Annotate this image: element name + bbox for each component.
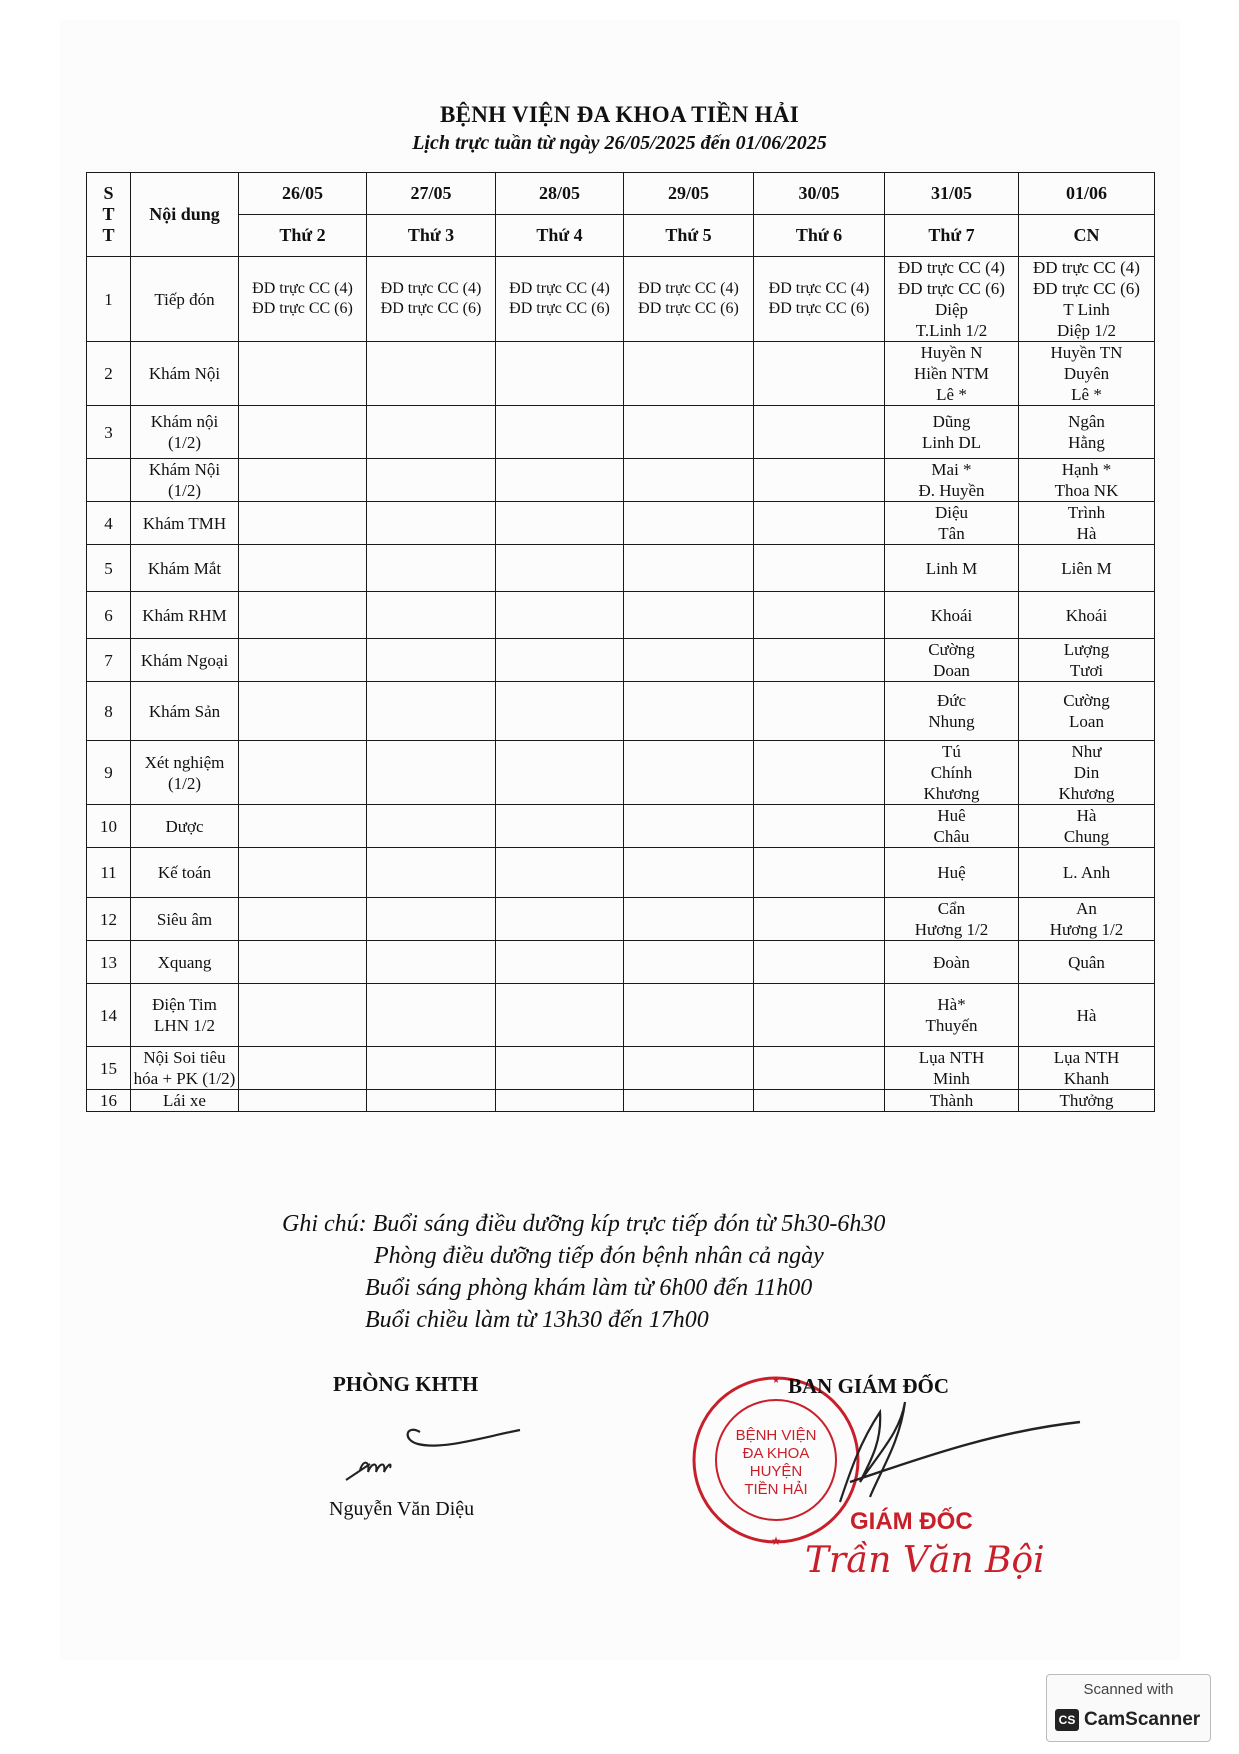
weekday-cell — [496, 592, 624, 639]
weekday-cell — [367, 1090, 496, 1112]
weekday-cell — [624, 898, 754, 941]
scanned-with-label: Scanned with — [1083, 1681, 1174, 1698]
weekday-cell — [496, 1090, 624, 1112]
staff-name: Lụa NTH — [1053, 1048, 1120, 1067]
saturday-cell — [885, 741, 1019, 805]
note-line: Buổi chiều làm từ 13h30 đến 17h00 — [365, 1307, 709, 1333]
date-header: 31/05 — [885, 173, 1019, 215]
sunday-cell — [1019, 941, 1155, 984]
weekday-cell — [367, 984, 496, 1047]
director-name: Trần Văn Bội — [805, 1540, 1045, 1581]
row-content: Xquang — [131, 941, 239, 984]
staff-name: Khanh — [1063, 1069, 1110, 1088]
notes-block — [282, 1208, 885, 1336]
sunday-cell — [1019, 342, 1155, 406]
weekday-cell — [754, 406, 885, 459]
weekday-cell — [754, 639, 885, 682]
weekday-cell — [367, 592, 496, 639]
staff-name: Đ. Huyền — [918, 481, 985, 500]
staff-name: Đức — [936, 691, 967, 710]
staff-name: T Linh — [1063, 300, 1110, 319]
date-header: 30/05 — [754, 173, 885, 215]
saturday-cell — [885, 545, 1019, 592]
row-stt: 8 — [87, 682, 131, 741]
duty-schedule-table — [86, 172, 1155, 1112]
row-stt: 2 — [87, 342, 131, 406]
row-content: Khám TMH — [131, 502, 239, 545]
weekday-cell — [496, 502, 624, 545]
weekday-cell — [624, 941, 754, 984]
staff-name: Cẩn — [937, 899, 966, 918]
hospital-title: BỆNH VIỆN ĐA KHOA TIỀN HẢI — [439, 102, 800, 127]
sunday-cell — [1019, 459, 1155, 502]
weekday-cell — [624, 406, 754, 459]
staff-name: Liên M — [1061, 558, 1112, 578]
duty-cc4: ĐD trực CC (4) — [380, 280, 482, 297]
row-stt: 7 — [87, 639, 131, 682]
staff-name: Châu — [933, 827, 970, 846]
weekday-header: Thứ 5 — [624, 215, 754, 257]
sunday-cell — [1019, 1090, 1155, 1112]
row-content: Điện Tim LHN 1/2 — [131, 984, 239, 1047]
staff-name: Khoái — [1065, 605, 1108, 625]
weekday-cell — [496, 741, 624, 805]
staff-name: Diệu — [934, 503, 969, 522]
weekday-cell — [754, 1090, 885, 1112]
staff-name: Hằng — [1068, 433, 1105, 452]
staff-name: An — [1076, 899, 1097, 918]
weekday-cell — [367, 805, 496, 848]
weekday-cell — [239, 741, 367, 805]
row-stt: 15 — [87, 1047, 131, 1090]
staff-name: Duyên — [1063, 364, 1110, 383]
row-content: Lái xe — [131, 1090, 239, 1112]
weekday-cell — [754, 805, 885, 848]
weekday-cell — [239, 805, 367, 848]
row-stt: 4 — [87, 502, 131, 545]
camscanner-name: CamScanner — [1084, 1709, 1201, 1730]
staff-name: Hạnh * — [1061, 460, 1112, 479]
staff-name: Huyền TN — [1050, 343, 1123, 362]
row-content: Siêu âm — [131, 898, 239, 941]
weekday-cell — [754, 1047, 885, 1090]
weekday-cell — [496, 848, 624, 898]
staff-name: Hà* — [937, 995, 966, 1014]
row-content: Khám Nội (1/2) — [131, 459, 239, 502]
weekday-cell — [367, 898, 496, 941]
weekday-cell — [624, 848, 754, 898]
row-content: Khám nội (1/2) — [131, 406, 239, 459]
table-row — [87, 459, 1155, 502]
staff-name: Chung — [1063, 827, 1110, 846]
saturday-cell — [885, 459, 1019, 502]
table-row — [87, 898, 1155, 941]
duty-cc6: ĐD trực CC (6) — [252, 300, 353, 317]
weekday-cell — [239, 898, 367, 941]
stt-header-letter: S — [103, 183, 114, 203]
table-row — [87, 406, 1155, 459]
saturday-cell — [885, 1090, 1019, 1112]
weekday-cell — [239, 342, 367, 406]
staff-name: Loan — [1069, 712, 1104, 731]
weekday-cell — [496, 1047, 624, 1090]
seal-text-line: TIỀN HẢI — [744, 1481, 808, 1498]
duty-cc4: ĐD trực CC (4) — [509, 280, 610, 297]
seal-text-line: BỆNH VIỆN — [735, 1427, 817, 1444]
staff-name: Huê — [937, 806, 966, 825]
weekday-header: Thứ 7 — [885, 215, 1019, 257]
staff-name: Ngân — [1068, 412, 1105, 431]
weekday-cell — [496, 805, 624, 848]
date-header: 28/05 — [496, 173, 624, 215]
staff-name: Diệp 1/2 — [1056, 321, 1117, 340]
signer-left-name: Nguyễn Văn Diệu — [329, 1498, 475, 1520]
staff-name: T.Linh 1/2 — [915, 321, 988, 340]
svg-text:★: ★ — [770, 1534, 782, 1548]
weekday-cell — [367, 342, 496, 406]
weekday-cell — [624, 502, 754, 545]
sunday-cell — [1019, 805, 1155, 848]
staff-name: Đoàn — [933, 952, 970, 972]
stt-header-letter: T — [102, 225, 115, 245]
table-row — [87, 639, 1155, 682]
staff-name: ĐD trực CC (6) — [1033, 279, 1140, 298]
staff-name: Trình — [1067, 503, 1106, 522]
weekday-cell — [754, 682, 885, 741]
staff-name: ĐD trực CC (6) — [898, 279, 1005, 298]
table-row — [87, 848, 1155, 898]
sunday-cell — [1019, 257, 1155, 342]
signature-left — [330, 1418, 530, 1488]
duty-cc6: ĐD trực CC (6) — [509, 300, 610, 317]
seal-text-line: ĐA KHOA — [742, 1445, 810, 1462]
sunday-cell — [1019, 898, 1155, 941]
sunday-cell — [1019, 984, 1155, 1047]
staff-name: Khương — [1058, 784, 1115, 803]
staff-name: Thuyến — [925, 1016, 978, 1035]
weekday-cell — [624, 592, 754, 639]
weekday-cell — [754, 342, 885, 406]
weekday-cell — [624, 805, 754, 848]
weekday-cell — [624, 1047, 754, 1090]
staff-name: Minh — [933, 1069, 970, 1088]
staff-name: Chính — [930, 763, 973, 782]
weekday-cell — [367, 1047, 496, 1090]
saturday-cell — [885, 342, 1019, 406]
weekday-cell — [239, 1047, 367, 1090]
row-stt: 1 — [87, 257, 131, 342]
duty-cc6: ĐD trực CC (6) — [768, 300, 870, 317]
staff-name: Nhung — [928, 712, 975, 731]
saturday-cell — [885, 592, 1019, 639]
weekday-cell — [496, 459, 624, 502]
staff-name: Quân — [1068, 952, 1105, 972]
weekday-cell — [367, 741, 496, 805]
weekday-cell — [239, 1090, 367, 1112]
staff-name: Thành — [929, 1091, 974, 1110]
table-row — [87, 984, 1155, 1047]
row-stt: 5 — [87, 545, 131, 592]
row-stt — [87, 459, 131, 502]
staff-name: Tân — [938, 524, 965, 543]
weekday-cell — [496, 984, 624, 1047]
weekday-cell — [754, 592, 885, 639]
date-header: 01/06 — [1019, 173, 1155, 215]
staff-name: Linh M — [925, 558, 978, 578]
weekday-header: Thứ 2 — [239, 215, 367, 257]
weekday-cell — [624, 257, 754, 342]
staff-name: Din — [1073, 763, 1100, 782]
weekday-cell — [367, 848, 496, 898]
weekday-cell — [239, 459, 367, 502]
saturday-cell — [885, 682, 1019, 741]
weekday-cell — [367, 545, 496, 592]
row-stt: 6 — [87, 592, 131, 639]
weekday-header: Thứ 6 — [754, 215, 885, 257]
duty-cc6: ĐD trực CC (6) — [380, 300, 482, 317]
content-header: Nội dung — [131, 173, 239, 257]
weekday-cell — [367, 257, 496, 342]
weekday-cell — [239, 848, 367, 898]
note-line: Ghi chú: Buổi sáng điều dưỡng kíp trực tiếp đón từ 5h30-6h30 — [282, 1211, 886, 1237]
duty-cc4: ĐD trực CC (4) — [768, 280, 870, 297]
sunday-cell — [1019, 502, 1155, 545]
sunday-cell — [1019, 848, 1155, 898]
weekday-cell — [496, 406, 624, 459]
row-content: Nội Soi tiêu hóa + PK (1/2) — [131, 1047, 239, 1090]
staff-name: Tươi — [1069, 661, 1104, 680]
weekday-cell — [239, 941, 367, 984]
stt-header — [87, 173, 131, 257]
staff-name: Hương 1/2 — [914, 920, 989, 939]
weekday-cell — [754, 741, 885, 805]
stt-header-letter: T — [102, 204, 115, 224]
staff-name: Huyền N — [920, 343, 983, 362]
staff-name: Lượng — [1063, 640, 1110, 659]
seal-text-line: HUYỆN — [749, 1463, 803, 1480]
weekday-cell — [754, 984, 885, 1047]
weekday-cell — [496, 545, 624, 592]
duty-cc6: ĐD trực CC (6) — [638, 300, 739, 317]
row-content: Khám Mắt — [131, 545, 239, 592]
staff-name: Hiền NTM — [913, 364, 990, 383]
saturday-cell — [885, 257, 1019, 342]
row-stt: 11 — [87, 848, 131, 898]
staff-name: Tú — [942, 742, 961, 761]
row-content: Tiếp đón — [131, 257, 239, 342]
staff-name: Doan — [933, 661, 970, 680]
sunday-cell — [1019, 592, 1155, 639]
staff-name: Hà — [1076, 1005, 1097, 1025]
staff-name: Như — [1071, 742, 1102, 761]
weekday-cell — [624, 459, 754, 502]
weekday-cell — [367, 406, 496, 459]
note-line: Phòng điều dưỡng tiếp đón bệnh nhân cả ngày — [374, 1243, 824, 1269]
staff-name: Lụa NTH — [918, 1048, 985, 1067]
table-row — [87, 502, 1155, 545]
table-row — [87, 741, 1155, 805]
staff-name: Thưởng — [1059, 1091, 1114, 1110]
camscanner-badge — [1046, 1674, 1211, 1742]
staff-name: Mai * — [931, 460, 972, 479]
date-header: 26/05 — [239, 173, 367, 215]
sunday-cell — [1019, 682, 1155, 741]
note-line: Buổi sáng phòng khám làm từ 6h00 đến 11h00 — [365, 1275, 813, 1301]
weekday-cell — [367, 941, 496, 984]
date-header: 27/05 — [367, 173, 496, 215]
header-weekday-row — [87, 215, 1155, 257]
weekday-cell — [239, 545, 367, 592]
saturday-cell — [885, 805, 1019, 848]
weekday-cell — [754, 257, 885, 342]
weekday-cell — [754, 898, 885, 941]
weekday-cell — [496, 639, 624, 682]
table-row — [87, 805, 1155, 848]
weekday-cell — [367, 682, 496, 741]
row-content: Khám Nội — [131, 342, 239, 406]
row-content: Khám RHM — [131, 592, 239, 639]
table-row — [87, 1047, 1155, 1090]
weekday-cell — [754, 545, 885, 592]
weekday-header: Thứ 4 — [496, 215, 624, 257]
weekday-cell — [239, 592, 367, 639]
director-role-label: GIÁM ĐỐC — [850, 1508, 973, 1535]
staff-name: ĐD trực CC (4) — [1033, 258, 1140, 277]
row-stt: 3 — [87, 406, 131, 459]
table-row — [87, 257, 1155, 342]
sunday-cell — [1019, 406, 1155, 459]
weekday-cell — [496, 898, 624, 941]
sunday-cell — [1019, 741, 1155, 805]
row-stt: 16 — [87, 1090, 131, 1112]
row-content: Khám Sản — [131, 682, 239, 741]
saturday-cell — [885, 1047, 1019, 1090]
row-content: Xét nghiệm (1/2) — [131, 741, 239, 805]
schedule-subtitle: Lịch trực tuần từ ngày 26/05/2025 đến 01/06/2025 — [412, 132, 827, 154]
duty-cc4: ĐD trực CC (4) — [252, 280, 353, 297]
staff-name: Hương 1/2 — [1049, 920, 1124, 939]
table-row — [87, 941, 1155, 984]
row-content: Khám Ngoại — [131, 639, 239, 682]
weekday-cell — [754, 941, 885, 984]
staff-name: Linh DL — [921, 433, 982, 452]
saturday-cell — [885, 898, 1019, 941]
weekday-cell — [239, 502, 367, 545]
weekday-cell — [754, 459, 885, 502]
signature-right — [810, 1382, 1090, 1512]
staff-name: Diệp — [934, 300, 969, 319]
sunday-cell — [1019, 1047, 1155, 1090]
weekday-cell — [239, 406, 367, 459]
row-stt: 10 — [87, 805, 131, 848]
weekday-cell — [239, 257, 367, 342]
weekday-header: Thứ 3 — [367, 215, 496, 257]
staff-name: Hà — [1076, 806, 1097, 825]
svg-text:★: ★ — [771, 1375, 781, 1385]
staff-name: Huệ — [937, 863, 966, 882]
saturday-cell — [885, 639, 1019, 682]
row-content: Dược — [131, 805, 239, 848]
weekday-cell — [367, 459, 496, 502]
weekday-cell — [624, 741, 754, 805]
table-row — [87, 1090, 1155, 1112]
staff-name: Hà — [1076, 524, 1097, 543]
saturday-cell — [885, 984, 1019, 1047]
weekday-cell — [624, 545, 754, 592]
staff-name: Thoa NK — [1054, 481, 1119, 500]
dept-khth-label: PHÒNG KHTH — [333, 1372, 479, 1396]
row-content: Kế toán — [131, 848, 239, 898]
weekday-cell — [624, 984, 754, 1047]
staff-name: Cường — [928, 640, 975, 659]
table-row — [87, 342, 1155, 406]
staff-name: Dũng — [932, 412, 971, 431]
row-stt: 14 — [87, 984, 131, 1047]
weekday-header: CN — [1019, 215, 1155, 257]
weekday-cell — [624, 342, 754, 406]
staff-name: Khoái — [930, 605, 973, 625]
duty-cc4: ĐD trực CC (4) — [638, 280, 739, 297]
weekday-cell — [367, 639, 496, 682]
table-row — [87, 682, 1155, 741]
table-row — [87, 545, 1155, 592]
weekday-cell — [496, 257, 624, 342]
staff-name: Khương — [923, 784, 980, 803]
staff-name: L. Anh — [1062, 863, 1111, 882]
weekday-cell — [496, 342, 624, 406]
row-stt: 9 — [87, 741, 131, 805]
camscanner-logo-icon: CS — [1055, 1709, 1079, 1731]
weekday-cell — [496, 941, 624, 984]
weekday-cell — [239, 984, 367, 1047]
weekday-cell — [496, 682, 624, 741]
sunday-cell — [1019, 545, 1155, 592]
weekday-cell — [624, 1090, 754, 1112]
staff-name: Lê * — [936, 385, 967, 404]
weekday-cell — [239, 682, 367, 741]
table-row — [87, 592, 1155, 639]
saturday-cell — [885, 848, 1019, 898]
saturday-cell — [885, 406, 1019, 459]
sunday-cell — [1019, 639, 1155, 682]
row-stt: 12 — [87, 898, 131, 941]
dept-bgd-label: BAN GIÁM ĐỐC — [788, 1374, 949, 1398]
weekday-cell — [239, 639, 367, 682]
staff-name: Cường — [1063, 691, 1110, 710]
weekday-cell — [754, 502, 885, 545]
weekday-cell — [624, 639, 754, 682]
header-date-row — [87, 173, 1155, 215]
row-stt: 13 — [87, 941, 131, 984]
staff-name: Lê * — [1071, 385, 1102, 404]
date-header: 29/05 — [624, 173, 754, 215]
weekday-cell — [624, 682, 754, 741]
weekday-cell — [754, 848, 885, 898]
saturday-cell — [885, 502, 1019, 545]
saturday-cell — [885, 941, 1019, 984]
staff-name: ĐD trực CC (4) — [898, 258, 1005, 277]
weekday-cell — [367, 502, 496, 545]
